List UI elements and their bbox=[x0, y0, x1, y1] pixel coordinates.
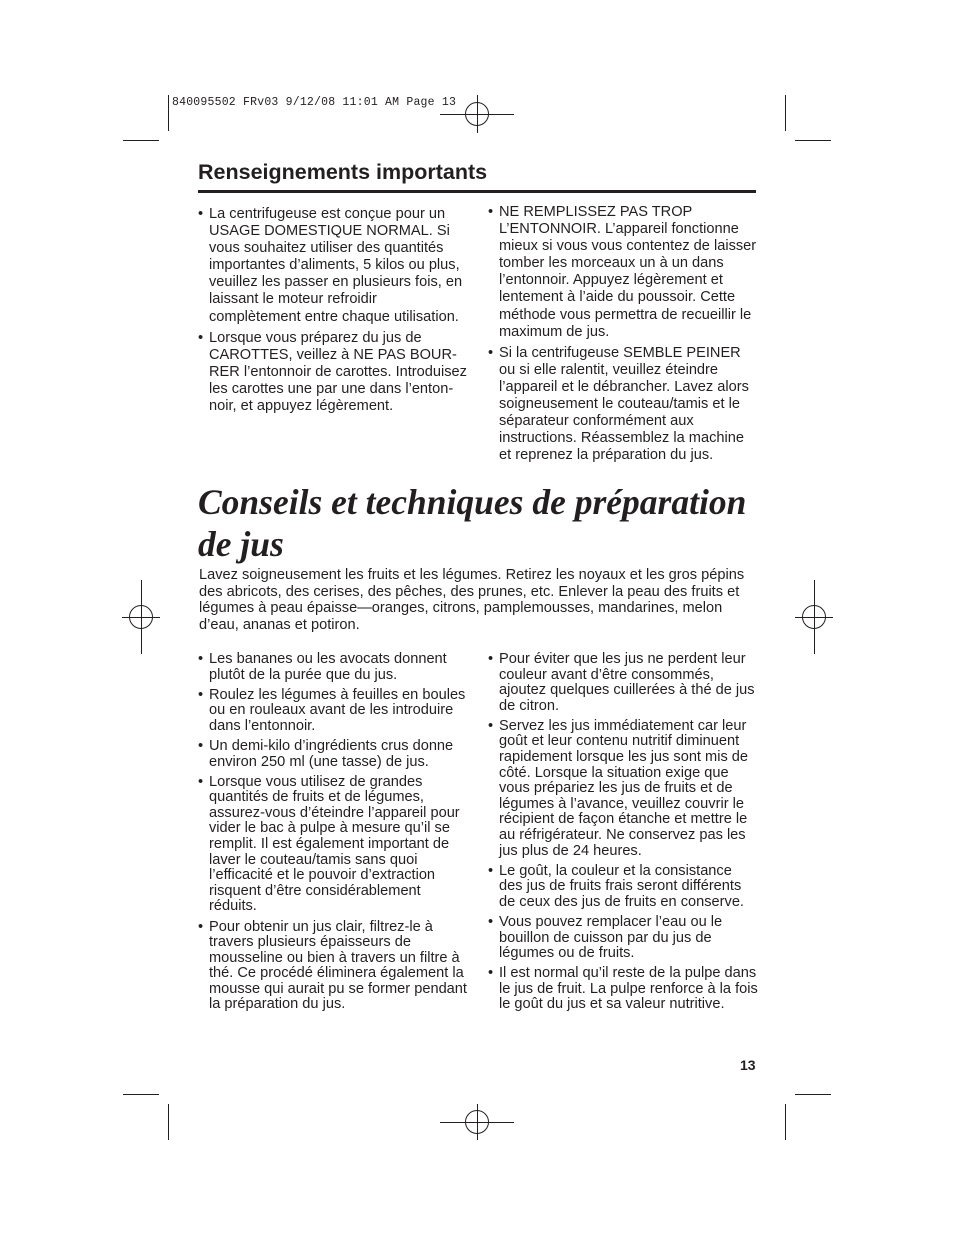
list-item: • Roulez les légumes à feuilles en boules ou en rouleaux avant de les introduire dans l’entonnoir. bbox=[198, 688, 468, 735]
intro-paragraph: Lavez soigneusement les fruits et les légumes. Retirez les noyaux et les gros pépins des abricots, des cerises, des pêches, des prunes, etc. Enlever la peau des fruits et légumes à peau épaisse—oranges, citrons, pamplemousses, mandarines, melon d’eau, ananas et potiron. bbox=[199, 567, 745, 634]
list-item: • Pour éviter que les jus ne perdent leur couleur avant d’être consommés, ajoutez quelques cuillerées à thé de jus de citron. bbox=[488, 652, 758, 714]
important-info-left-list bbox=[198, 206, 468, 419]
important-info-right-list bbox=[488, 204, 758, 468]
list-item: • Lorsque vous utilisez de grandes quantités de fruits et de légumes, assurez-vous d’éteindre l’appareil pour vider le bac à pulpe à mesure qu’il se remplit. Il est également important de laver le couteau/tamis sans quoi l’efficacité et le pouvoir d’extraction risquent d’être considérablement réduits. bbox=[198, 775, 468, 915]
page-number: 13 bbox=[740, 1057, 756, 1073]
list-item: • Si la centrifugeuse SEMBLE PEINER ou si elle ralentit, veuillez éteindre l’appareil et le débrancher. Lavez alors soigneusement le couteau/tamis et le séparateur conformément aux instructions. Réassemblez la machine et reprenez la préparation du jus. bbox=[488, 345, 758, 465]
list-item: • La centrifugeuse est conçue pour un USAGE DOMESTIQUE NORMAL. Si vous souhaitez utiliser des quantités importantes d’aliments, 5 kilos ou plus, veuillez les passer en plusieurs fois, en laissant le moteur refroidir complètement entre chaque utilisation. bbox=[198, 206, 468, 326]
crop-mark bbox=[168, 1104, 169, 1140]
crop-mark bbox=[123, 140, 159, 141]
list-item: • Lorsque vous préparez du jus de CAROTTES, veillez à NE PAS BOUR-RER l’entonnoir de carottes. Introduisez les carottes une par une dans l’enton-noir, et appuyez légèrement. bbox=[198, 330, 468, 415]
crop-mark bbox=[785, 1104, 786, 1140]
list-item: • Les bananes ou les avocats donnent plutôt de la purée que du jus. bbox=[198, 652, 468, 683]
crop-mark bbox=[123, 1094, 159, 1095]
list-item: • Servez les jus immédiatement car leur goût et leur contenu nutritif diminuent rapidement lorsque les jus sont mis de côté. Lorsque la situation exige que vous prépariez les jus de fruits et de légumes à l’avance, veuillez couvrir le récipient de façon étanche et mettre le au réfrigérateur. Ne conservez pas les jus plus de 24 heures. bbox=[488, 719, 758, 859]
list-item: • Il est normal qu’il reste de la pulpe dans le jus de fruit. La pulpe renforce à la fois le goût du jus et sa valeur nutritive. bbox=[488, 966, 758, 1013]
list-item: • Vous pouvez remplacer l’eau ou le bouillon de cuisson par du jus de légumes ou de fruits. bbox=[488, 915, 758, 962]
tips-left-list bbox=[198, 652, 468, 1018]
crop-mark bbox=[168, 95, 169, 131]
print-slug: 840095502 FRv03 9/12/08 11:01 AM Page 13 bbox=[172, 96, 457, 109]
crop-mark bbox=[795, 140, 831, 141]
list-item: • Un demi-kilo d’ingrédients crus donne environ 250 ml (une tasse) de jus. bbox=[198, 739, 468, 770]
list-item: • Le goût, la couleur et la consistance des jus de fruits frais seront différents de ceux des jus de fruits en conserve. bbox=[488, 864, 758, 911]
heading-rule bbox=[198, 190, 756, 193]
list-item: • NE REMPLISSEZ PAS TROP L’ENTONNOIR. L’appareil fonctionne mieux si vous vous contentez de laisser tomber les morceaux un à un dans l’entonnoir. Appuyez légèrement et lentement à l’aide du poussoir. Cette méthode vous permettra de recueillir le maximum de jus. bbox=[488, 204, 758, 341]
section-title-juicing-tips: Conseils et techniques de préparation de jus bbox=[198, 482, 747, 564]
crop-mark bbox=[785, 95, 786, 131]
list-item: • Pour obtenir un jus clair, filtrez-le à travers plusieurs épaisseurs de mousseline ou bien à travers un filtre à thé. Ce procédé éliminera également la mousse qui aurait pu se former pendant la préparation du jus. bbox=[198, 920, 468, 1014]
crop-mark bbox=[795, 1094, 831, 1095]
tips-right-list bbox=[488, 652, 758, 1018]
section-heading-important-info: Renseignements importants bbox=[198, 160, 488, 184]
